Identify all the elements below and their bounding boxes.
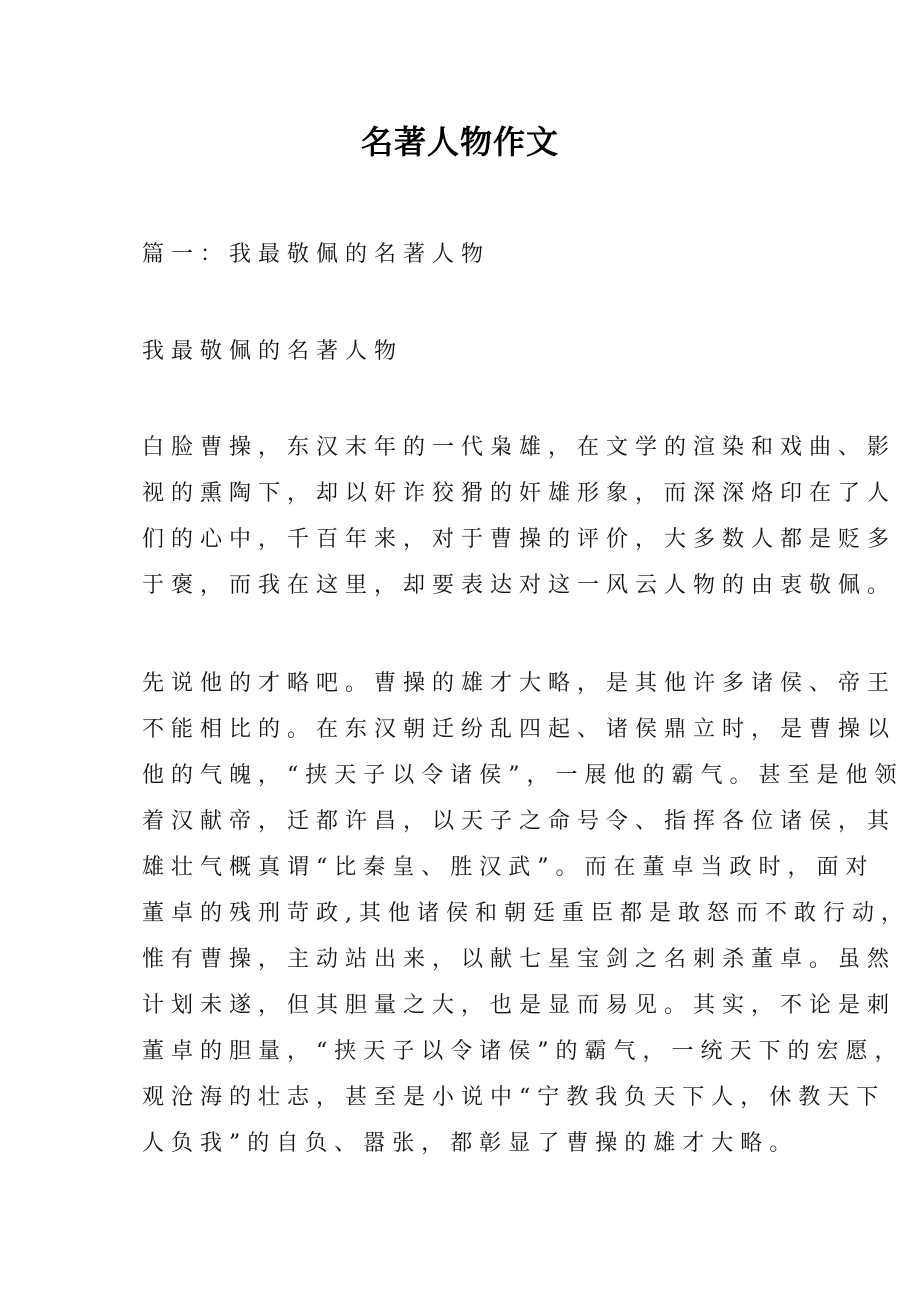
paragraph-line: 不能相比的。在东汉朝迁纷乱四起、诸侯鼎立时，是曹操以: [142, 717, 897, 742]
paragraph-line: 于褒，而我在这里，却要表达对这一风云人物的由衷敬佩。: [142, 573, 897, 598]
paragraph-line: 计划未遂，但其胆量之大，也是显而易见。其实，不论是刺: [142, 993, 897, 1018]
paragraph-line: 着汉献帝，迁都许昌，以天子之命号令、指挥各位诸侯，其: [142, 809, 897, 834]
paragraph-line: 视的熏陶下，却以奸诈狡猾的奸雄形象，而深深烙印在了人: [142, 481, 897, 506]
paragraph-line: 董卓的残刑苛政,其他诸侯和朝廷重臣都是敢怒而不敢行动，: [142, 901, 910, 926]
paragraph-line: 惟有曹操，主动站出来，以献七星宝剑之名刺杀董卓。虽然: [142, 947, 897, 972]
essay-subtitle: 我最敬佩的名著人物: [142, 339, 404, 364]
paragraph-line: 先说他的才略吧。曹操的雄才大略，是其他许多诸侯、帝王: [142, 671, 897, 696]
paragraph-line: 们的心中，千百年来，对于曹操的评价，大多数人都是贬多: [142, 527, 897, 552]
paragraph-line: 人负我”的自负、嚣张，都彰显了曹操的雄才大略。: [142, 1131, 799, 1156]
document-title: 名著人物作文: [360, 123, 559, 161]
paragraph-line: 白脸曹操，东汉末年的一代枭雄，在文学的渲染和戏曲、影: [142, 435, 897, 460]
paragraph-line: 董卓的胆量，“挟天子以令诸侯”的霸气，一统天下的宏愿，: [142, 1039, 904, 1064]
paragraph-line: 雄壮气概真谓“比秦皇、胜汉武”。而在董卓当政时，面对: [142, 855, 875, 880]
section-heading: 篇一：我最敬佩的名著人物: [142, 242, 491, 267]
paragraph-line: 观沧海的壮志，甚至是小说中“宁教我负天下人，休教天下: [142, 1085, 886, 1110]
paragraph-line: 他的气魄，“挟天子以令诸侯”，一展他的霸气。甚至是他领: [142, 763, 904, 788]
